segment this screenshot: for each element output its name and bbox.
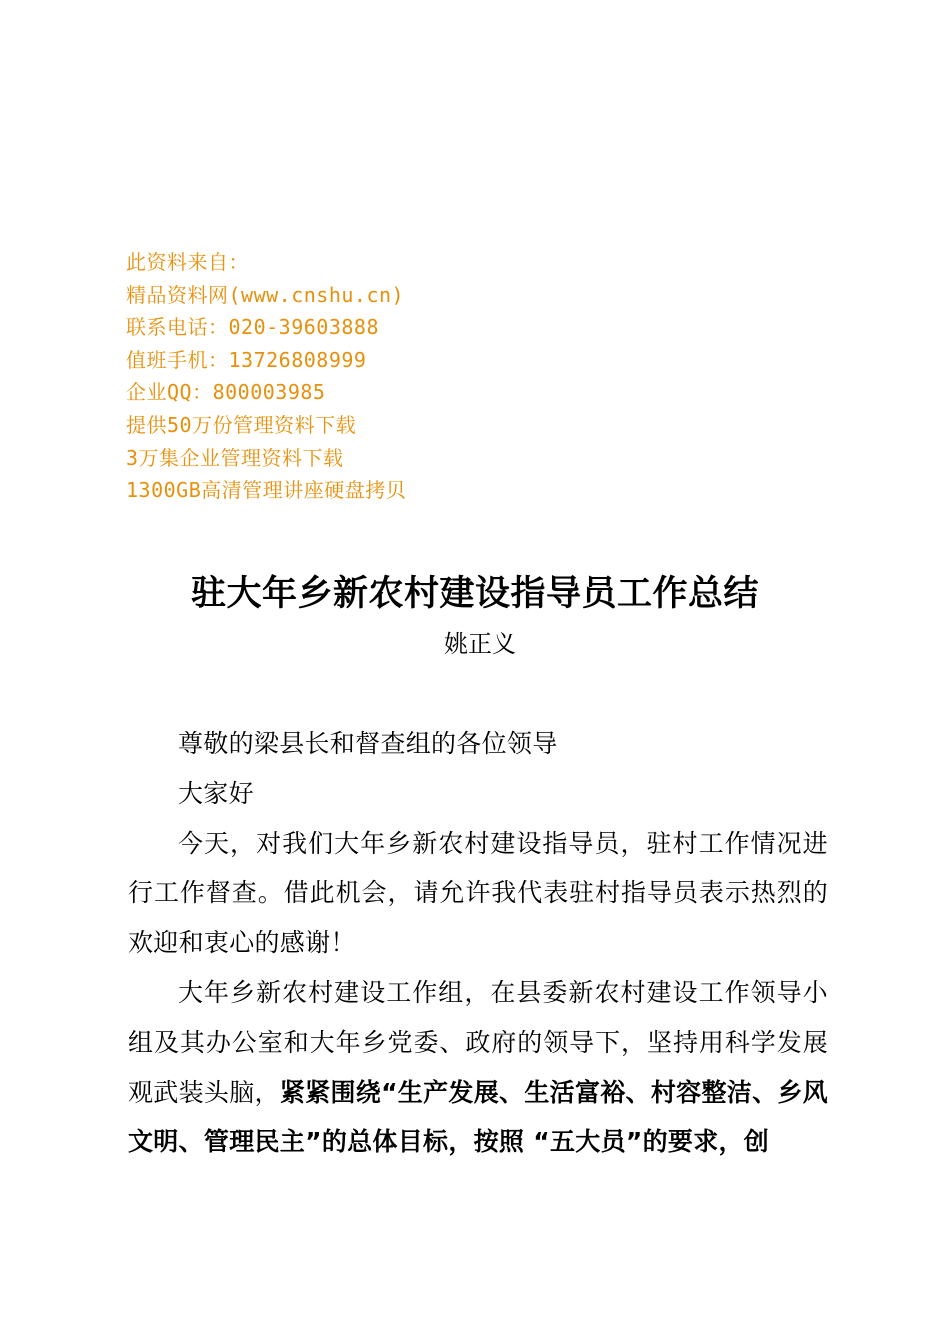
paragraph-2-bold: 紧紧围绕“生产发展、生活富裕、村容整洁、乡风文明、管理民主”的总体目标，按照 “五大员”的要求，创 [128, 1077, 828, 1157]
promo-line-offer-2: 3万集企业管理资料下载 [126, 445, 344, 470]
paragraph-1: 今天，对我们大年乡新农村建设指导员，驻村工作情况进行工作督查。借此机会，请允许我代表驻村指导员表示热烈的欢迎和衷心的感谢！ [128, 828, 828, 958]
promo-line-source: 此资料来自： [126, 250, 249, 274]
document-title: 驻大年乡新农村建设指导员工作总结 [190, 574, 759, 614]
promo-line-offer-1: 提供50万份管理资料下载 [126, 412, 357, 437]
promo-block [126, 246, 626, 507]
paragraph-2-normal: 大年乡新农村建设工作组，在县委新农村建设工作领导小组及其办公室和大年乡党委、政府的领导下，坚持用科学发展观武装头脑， [128, 977, 828, 1107]
promo-line-phone: 联系电话：020-39603888 [126, 315, 379, 340]
promo-line-offer-3: 1300GB高清管理讲座硬盘拷贝 [126, 478, 407, 503]
paragraph-2 [128, 968, 828, 1167]
document-body [128, 719, 828, 1167]
salutation: 尊敬的梁县长和督查组的各位领导 [178, 729, 558, 758]
promo-line-qq: 企业QQ：800003985 [126, 380, 326, 405]
document-author: 姚正义 [444, 630, 516, 658]
promo-line-website: 精品资料网(www.cnshu.cn) [126, 282, 405, 307]
greeting: 大家好 [178, 778, 254, 808]
promo-line-mobile: 值班手机：13726808999 [126, 347, 367, 372]
